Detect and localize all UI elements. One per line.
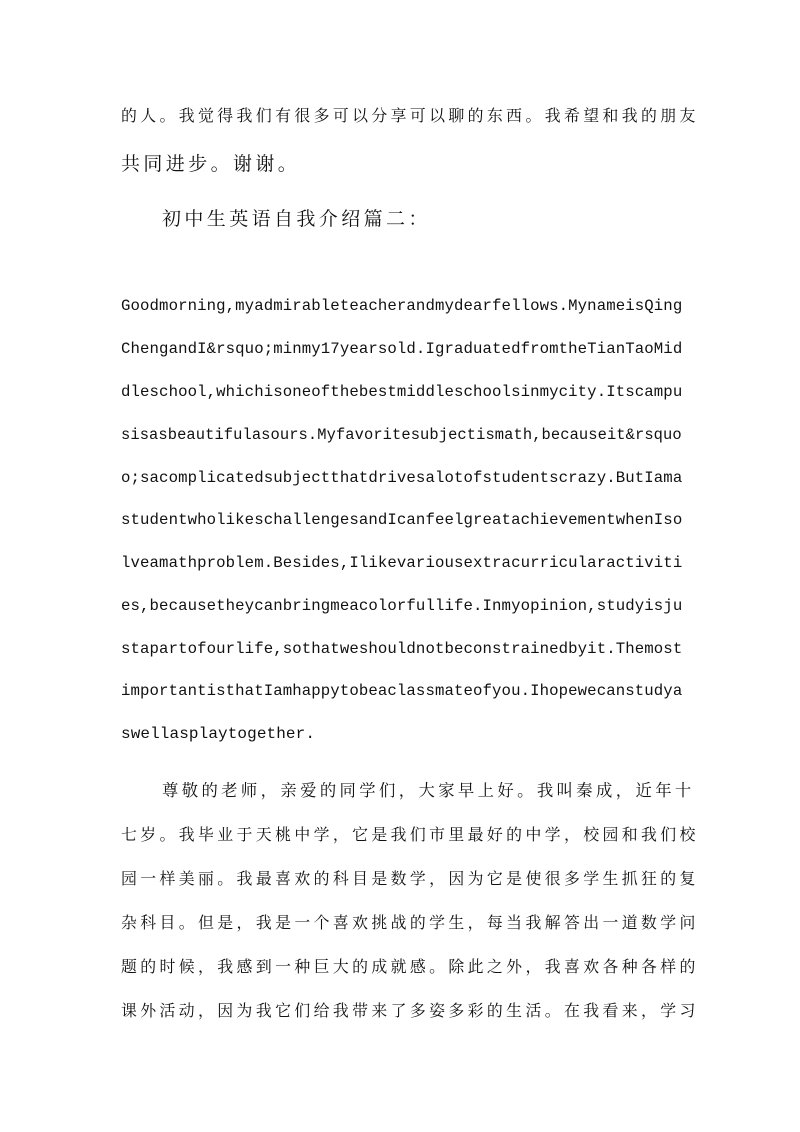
- chinese-line: 课外活动，因为我它们给我带来了多姿多彩的生活。在我看来，学习: [121, 1001, 699, 1020]
- english-line: importantisthatIamhappytobeaclassmateofyou.Ihopewecanstudya: [121, 682, 683, 700]
- chinese-line: 题的时候，我感到一种巨大的成就感。除此之外，我喜欢各种各样的: [121, 957, 699, 976]
- english-line: sisasbeautifulasours.Myfavoritesubjectismath,becauseit&rsquo: [121, 426, 682, 444]
- english-line: stapartofourlife,sothatweshouldnotbeconstrainedbyit.Themost: [121, 640, 683, 658]
- chinese-line: 杂科目。但是，我是一个喜欢挑战的学生，每当我解答出一道数学问: [121, 913, 699, 932]
- english-line: studentwholikeschallengesandIcanfeelgreatachievementwhenIso: [121, 511, 683, 529]
- english-line: Goodmorning,myadmirableteacherandmydearfellows.MynameisQing: [121, 297, 683, 315]
- chinese-line: 七岁。我毕业于天桃中学，它是我们市里最好的中学，校园和我们校: [121, 825, 699, 844]
- english-line: dleschool,whichisoneofthebestmiddleschoolsinmycity.Itscampu: [121, 383, 683, 401]
- chinese-line: 园一样美丽。我最喜欢的科目是数学，因为它是使很多学生抓狂的复: [121, 869, 699, 888]
- english-line: o;sacomplicatedsubjectthatdrivesalotofstudentscrazy.ButIama: [121, 469, 683, 487]
- english-line: es,becausetheycanbringmeacolorfullife.Inmyopinion,studyisju: [121, 597, 683, 615]
- chinese-line: 尊敬的老师，亲爱的同学们，大家早上好。我叫秦成，近年十: [162, 781, 695, 800]
- english-line: ChengandI&rsquo;minmy17yearsold.IgraduatedfromtheTianTaoMid: [121, 340, 683, 358]
- english-line: swellasplaytogether.: [121, 725, 316, 743]
- section-heading: 初中生英语自我介绍篇二：: [162, 208, 431, 230]
- paragraph-line: 共同进步。谢谢。: [121, 153, 301, 175]
- english-line: lveamathproblem.Besides,Ilikevariousextracurricularactiviti: [121, 554, 683, 572]
- paragraph-line: 的人。我觉得我们有很多可以分享可以聊的东西。我希望和我的朋友: [121, 106, 699, 125]
